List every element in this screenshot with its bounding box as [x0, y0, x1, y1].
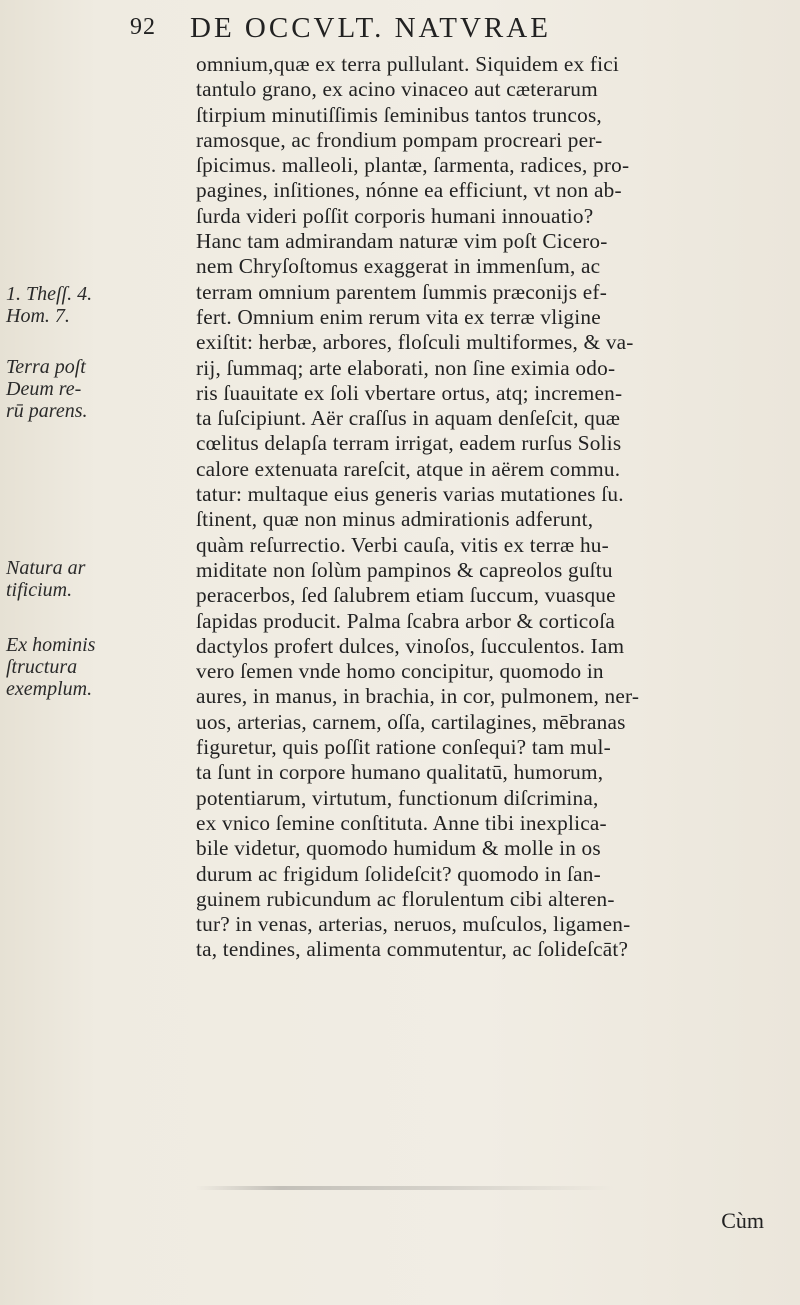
- text-line: ta, tendines, alimenta commutentur, ac ſolideſcāt?: [196, 937, 629, 962]
- margin-note-reference: [6, 283, 191, 327]
- text-line: peracerbos, ſed ſalubrem etiam ſuccum, vuasque: [196, 583, 616, 608]
- text-line: ramosque, ac frondium pompam procreari per-: [196, 127, 603, 152]
- text-line: ſpicimus. malleoli, plantæ, ſarmenta, radices, pro-: [196, 153, 630, 178]
- margin-note-line: Ex hominis: [6, 634, 96, 656]
- page-header: [130, 12, 770, 52]
- margin-note-line: Terra poſt: [6, 356, 86, 378]
- text-line: cœlitus delapſa terram irrigat, eadem rurſus Solis: [196, 431, 622, 456]
- margin-note-line: Hom. 7.: [6, 305, 70, 327]
- margin-note-natura: [6, 557, 191, 601]
- text-line: uos, arterias, carnem, oſſa, cartilagines, mēbranas: [196, 709, 626, 734]
- text-line: ſtirpium minutiſſimis ſeminibus tantos truncos,: [196, 102, 602, 127]
- text-line: rij, ſummaq; arte elaborati, non ſine eximia odo-: [196, 355, 616, 380]
- text-line: figuretur, quis poſſit ratione conſequi? tam mul-: [196, 735, 611, 760]
- text-line: potentiarum, virtutum, functionum diſcrimina,: [196, 785, 599, 810]
- margin-note-line: Natura ar: [6, 557, 86, 579]
- text-line: ta ſunt in corpore humano qualitatū, humorum,: [196, 760, 604, 785]
- margin-note-line: exemplum.: [6, 678, 93, 700]
- text-line: ex vnico ſemine conſtituta. Anne tibi inexplica-: [196, 810, 607, 835]
- text-line: calore extenuata rareſcit, atque in aërem commu.: [196, 456, 621, 481]
- page-number: 92: [130, 14, 156, 40]
- text-line: ta ſuſcipiunt. Aër craſſus in aquam denſeſcit, quæ: [196, 406, 621, 431]
- text-line: ris ſuauitate ex ſoli vbertare ortus, atq; incremen-: [196, 380, 623, 405]
- text-line: dactylos profert dulces, vinoſos, ſucculentos. Iam: [196, 633, 625, 658]
- text-line: quàm reſurrectio. Verbi cauſa, vitis ex terræ hu-: [196, 532, 609, 557]
- text-line: nem Chryſoſtomus exaggerat in immenſum, ac: [196, 254, 601, 279]
- margin-note-line: rū parens.: [6, 400, 88, 422]
- margin-note-hominis: [6, 634, 191, 700]
- text-line: ſurda videri poſſit corporis humani innouatio?: [196, 203, 594, 228]
- margin-note-line: Deum re-: [6, 378, 82, 400]
- text-line: pagines, inſitiones, nónne ea efficiunt, vt non ab-: [196, 178, 622, 203]
- text-line: omnium,quæ ex terra pullulant. Siquidem ex fici: [196, 52, 620, 76]
- text-line: terram omnium parentem ſummis præconijs ef-: [196, 279, 607, 304]
- margin-note-terra: [6, 356, 191, 422]
- running-title: DE OCCVLT. NATVRAE: [190, 12, 551, 44]
- text-line: ſapidas producit. Palma ſcabra arbor & corticoſa: [196, 608, 616, 633]
- text-line: tur? in venas, arterias, neruos, muſculos, ligamen-: [196, 912, 631, 937]
- text-line: fert. Omnium enim rerum vita ex terræ vligine: [196, 304, 601, 329]
- text-line: miditate non ſolùm pampinos & capreolos guſtu: [196, 557, 613, 582]
- text-line: durum ac frigidum ſolideſcit? quomodo in ſan-: [196, 861, 601, 886]
- text-line: bile videtur, quomodo humidum & molle in os: [196, 836, 601, 861]
- text-line: aures, in manus, in brachia, in cor, pulmonem, ner-: [196, 684, 640, 709]
- margin-note-line: 1. Theſſ. 4.: [6, 283, 93, 305]
- catchword: Cùm: [721, 1208, 764, 1233]
- text-line: vero ſemen vnde homo concipitur, quomodo in: [196, 659, 604, 684]
- text-line: tatur: multaque eius generis varias mutationes ſu.: [196, 482, 624, 507]
- ink-bleed-smudge: [196, 1186, 616, 1190]
- margin-note-line: tificium.: [6, 579, 73, 601]
- text-line: Hanc tam admirandam naturæ vim poſt Cicero-: [196, 229, 608, 254]
- text-line: guinem rubicundum ac florulentum cibi alteren-: [196, 886, 615, 911]
- text-line: exiſtit: herbæ, arbores, floſculi multiformes, & va-: [196, 330, 634, 355]
- text-line: ſtinent, quæ non minus admirationis adferunt,: [196, 507, 594, 532]
- text-line: tantulo grano, ex acino vinaceo aut cæterarum: [196, 77, 598, 102]
- margin-note-line: ſtructura: [6, 656, 78, 678]
- body-text: [196, 52, 786, 963]
